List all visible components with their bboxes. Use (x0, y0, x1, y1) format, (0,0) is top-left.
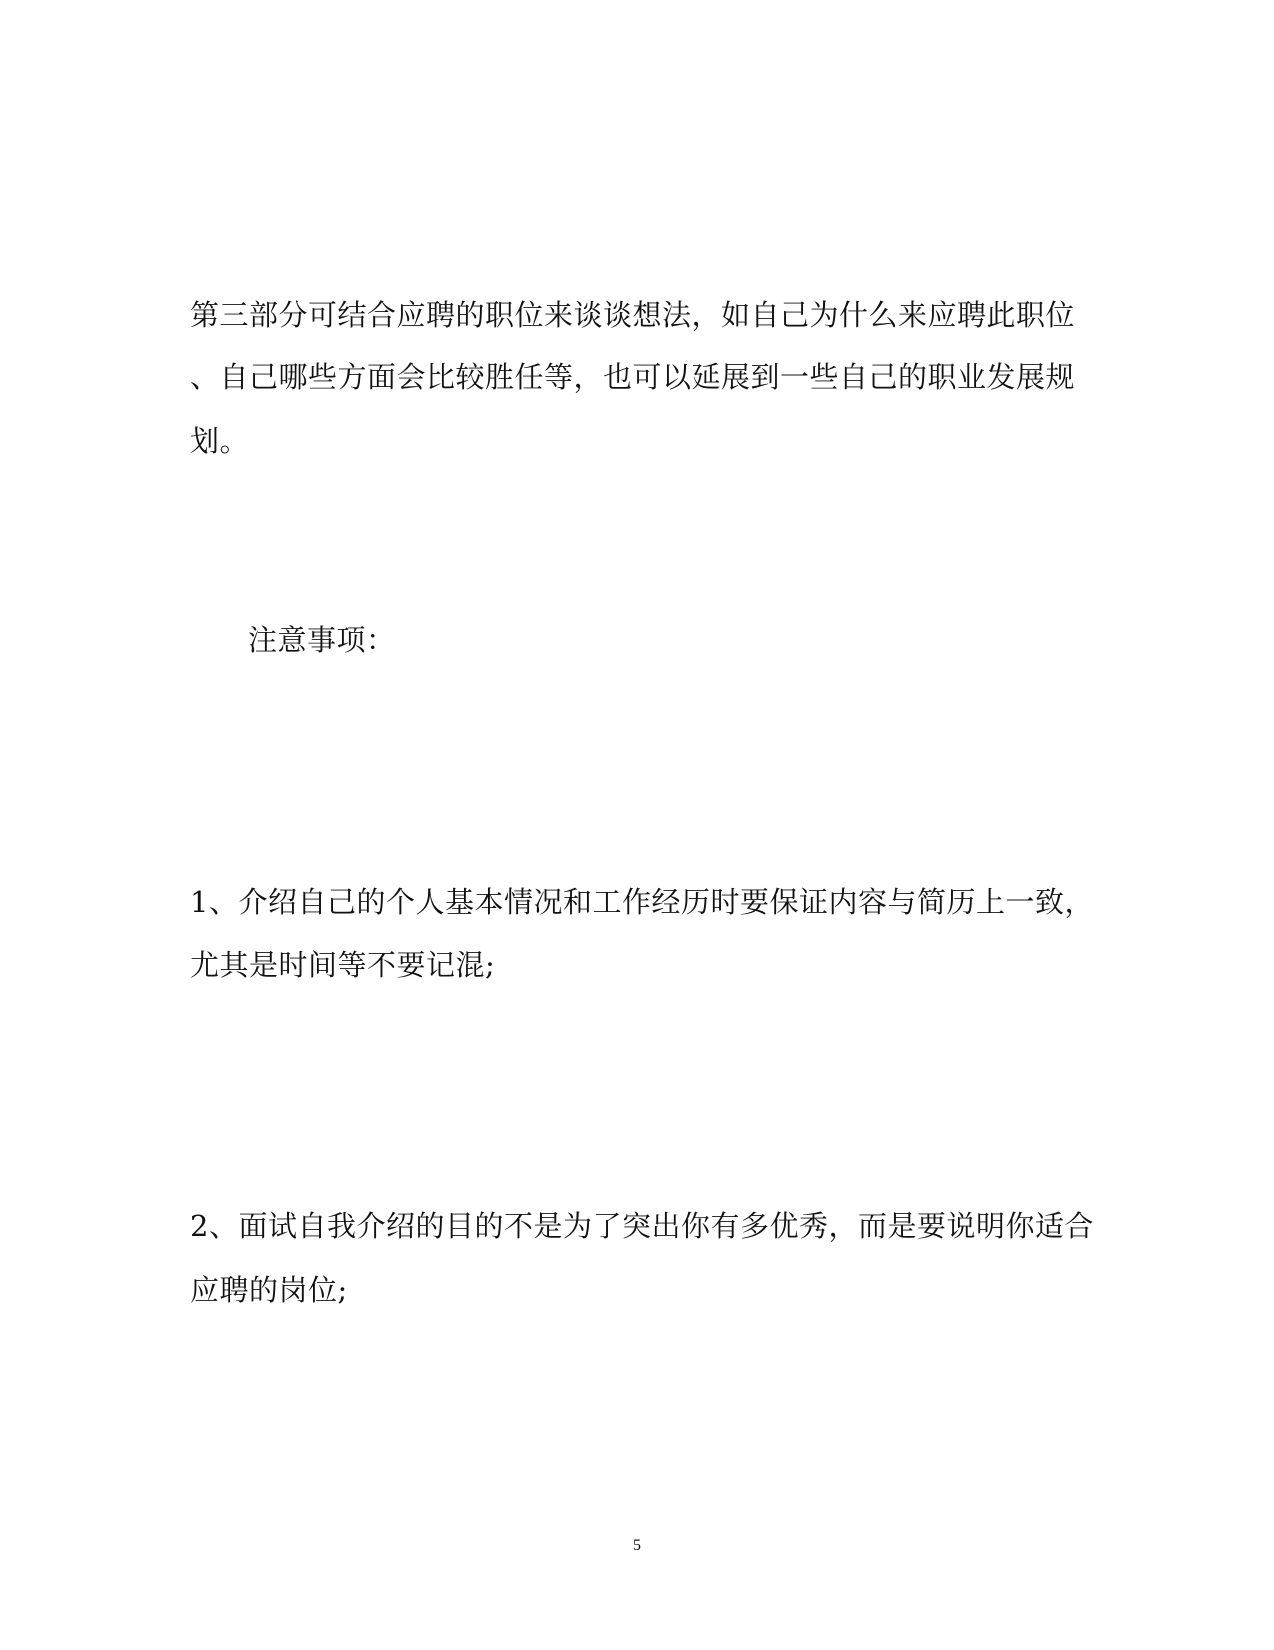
section-heading: 注意事项： (248, 623, 396, 657)
paragraph-line: 、自己哪些方面会比较胜任等，也可以延展到一些自己的职业发展规 (190, 360, 1076, 394)
list-item-line: 2、面试自我介绍的目的不是为了突出你有多优秀，而是要说明你适合 (190, 1209, 1094, 1243)
page-number: 5 (633, 1537, 641, 1554)
list-item-line: 尤其是时间等不要记混; (190, 948, 496, 982)
paragraph-line: 第三部分可结合应聘的职位来谈谈想法，如自己为什么来应聘此职位 (190, 298, 1076, 332)
list-item-line: 1、介绍自己的个人基本情况和工作经历时要保证内容与简历上一致， (190, 885, 1094, 919)
paragraph-line: 划。 (190, 424, 250, 458)
list-item-line: 应聘的岗位; (190, 1273, 348, 1307)
